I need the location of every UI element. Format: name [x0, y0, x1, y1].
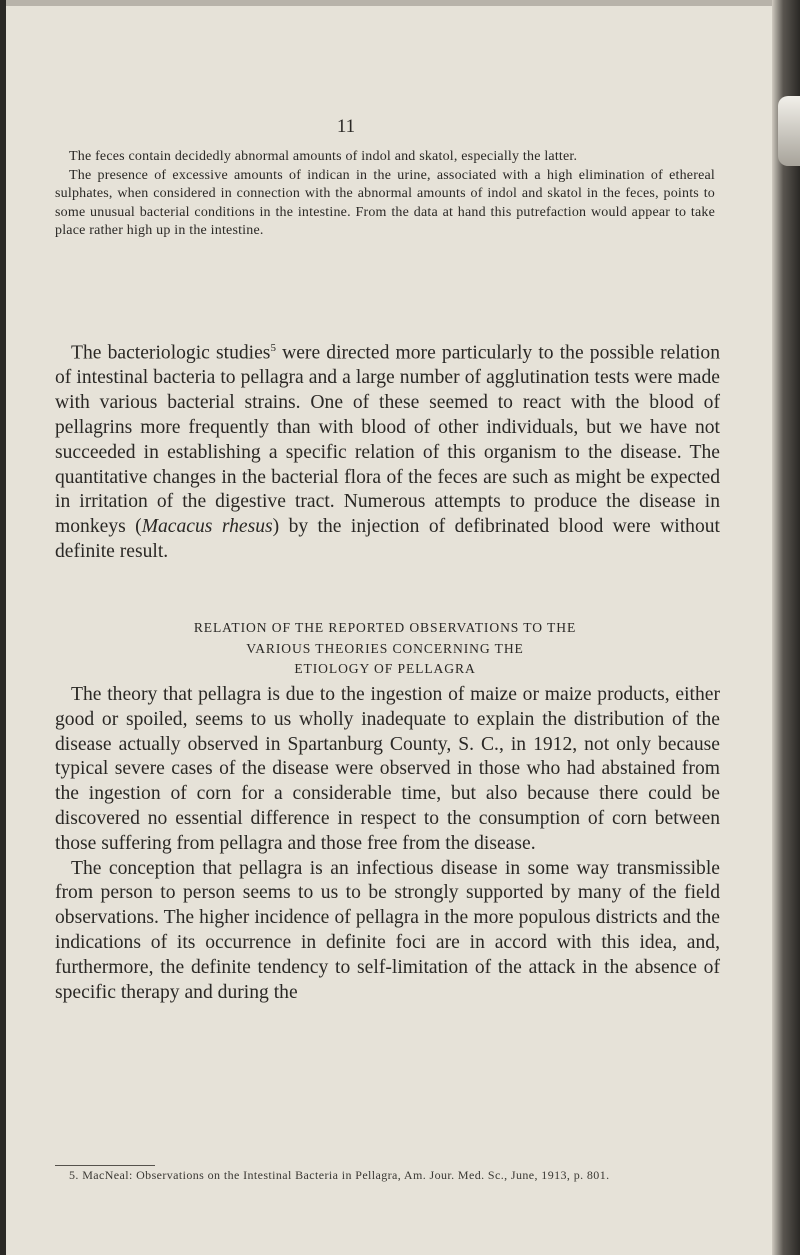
scan-left-edge [0, 0, 6, 1255]
section-heading-line: RELATION OF THE REPORTED OBSERVATIONS TO THE [193, 620, 577, 635]
intro-paragraph: The presence of excessive amounts of indican in the urine, associated with a high elimination of ethereal sulphates, when considered in connection with the abnormal amounts of indol and skatol in the feces, points to some unusual bacterial conditions in the intestine. From the data at hand this putrefaction would appear to take place rather high up in the intestine. [55, 167, 715, 239]
section-heading-line: ETIOLOGY OF PELLAGRA [294, 661, 476, 676]
page-clip [778, 96, 800, 166]
page-binding-shadow [772, 0, 800, 1255]
bacteriologic-section [55, 336, 720, 565]
theory-paragraph: The theory that pellagra is due to the ingestion of maize or maize products, either good or spoiled, seems to us wholly inadequate to explain the distribution of the disease actually observed in Spartanburg County, S. C., in 1912, not only because typical severe cases of the disease were observed in those who had abstained from the ingestion of corn for a considerable time, but also because there could be discovered no essential difference in respect to the consumption of corn between those suffering from pellagra and those free from the disease. [55, 684, 720, 854]
page-number: 11 [336, 116, 356, 137]
intro-section [55, 148, 715, 241]
theory-paragraph: The conception that pellagra is an infectious disease in some way transmissible from person to person seems to us to be strongly supported by many of the field observations. The higher incidence of pellagra in the more populous districts and the indications of its occurrence in definite foci are in accord with this idea, and, furthermore, the definite tendency to self-limitation of the attack in the absence of specific therapy and during the [55, 857, 720, 1003]
intro-paragraph: The feces contain decidedly abnormal amounts of indol and skatol, especially the latter. [69, 149, 578, 164]
section-heading-line: VARIOUS THEORIES CONCERNING THE [246, 640, 524, 656]
bacteriologic-text-a: The bacteriologic studies [71, 342, 271, 364]
bacteriologic-text-b: were directed more particularly to the possible relation of intestinal bacteria to pellagra and a large number of agglutination tests were made with various bacterial strains. One of these seemed to react with the blood of pellagrins more frequently than with blood of other individuals, but we have not succeeded in establishing a specific relation of this organism to the disease. The quantitative changes in the bacterial flora of the feces are such as might be expected in irritation of the digestive tract. Numerous attempts to produce the disease in monkeys ( [55, 342, 720, 538]
footnote-rule [55, 1165, 155, 1166]
theory-section [55, 683, 720, 1005]
bacteriologic-paragraph [55, 336, 720, 565]
footnote: 5. MacNeal: Observations on the Intestinal Bacteria in Pellagra, Am. Jour. Med. Sc., June, 1913, p. 801. [69, 1168, 610, 1182]
species-name: Macacus rhesus [141, 516, 273, 538]
section-heading [85, 618, 685, 680]
bacteriologic-text-c: ) by the injection of defibrinated blood were without definite result. [55, 516, 720, 562]
footnote-reference: 5 [270, 342, 276, 354]
